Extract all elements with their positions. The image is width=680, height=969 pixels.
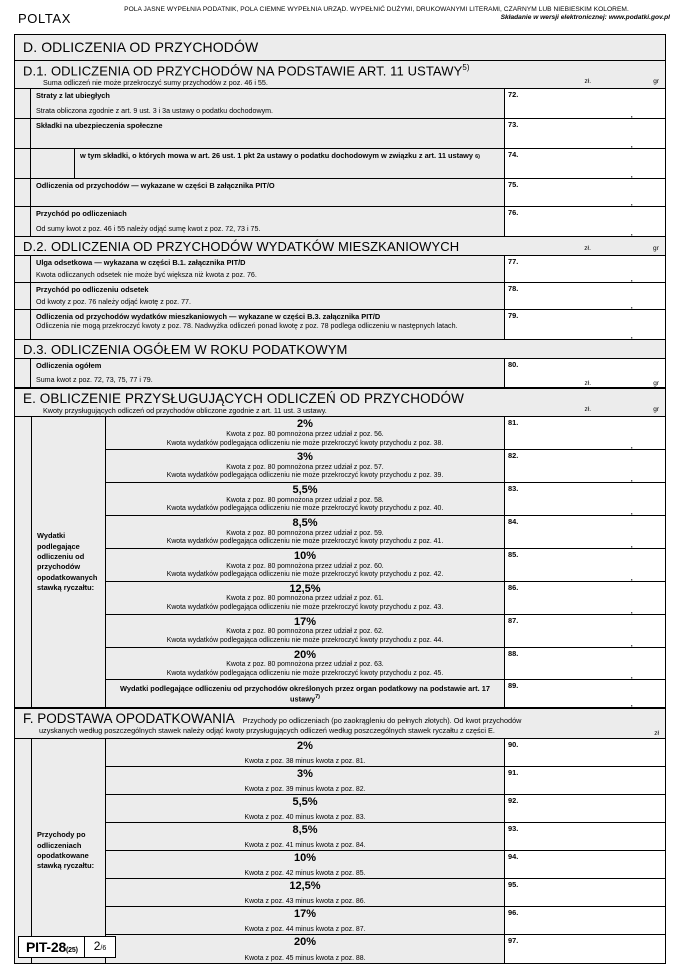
- field-number: 74.: [508, 150, 519, 160]
- rate-label: 20%: [293, 935, 317, 948]
- table-row: [106, 549, 665, 582]
- row-gutter: [15, 207, 31, 236]
- decimal-comma: ,: [630, 670, 633, 681]
- section-d2-title-text: D.2. ODLICZENIA OD PRZYCHODÓW WYDATKÓW MIESZKANIOWYCH: [23, 239, 460, 255]
- row-label-cell: [31, 119, 505, 148]
- row-label: [80, 151, 500, 161]
- amount-field[interactable]: [505, 795, 665, 822]
- amount-field[interactable]: [505, 935, 665, 963]
- amount-field[interactable]: [505, 310, 665, 339]
- section-d1-bar: [15, 61, 665, 89]
- section-d2-title: [15, 239, 665, 254]
- unit-gr-label: gr: [653, 245, 659, 253]
- row-description: [106, 879, 505, 906]
- field-number: 91.: [508, 767, 519, 777]
- row-label: [108, 681, 502, 704]
- row-gutter: [15, 310, 31, 339]
- section-e-bar: [15, 388, 665, 417]
- rate-label: 5,5%: [292, 484, 318, 497]
- amount-field[interactable]: [505, 207, 665, 236]
- amount-field[interactable]: [505, 119, 665, 148]
- field-number: 90.: [508, 739, 519, 749]
- table-gutter: [15, 417, 31, 707]
- rate-label: 12,5%: [289, 582, 321, 595]
- page-total: /6: [100, 945, 107, 952]
- decimal-comma: ,: [630, 506, 633, 516]
- decimal-comma: ,: [630, 698, 633, 709]
- decimal-comma: ,: [630, 440, 633, 451]
- field-number: 76.: [508, 208, 519, 218]
- row-description: [106, 935, 505, 963]
- row-description: [106, 516, 505, 548]
- section-e-rows: [106, 417, 665, 707]
- units-header-d3: [505, 380, 665, 387]
- row-label-cell: [31, 179, 505, 206]
- row-label-text: Wydatki podlegające odliczeniu od przychodów określonych przez organ podatkowy na podstawie art. 17 ustawy: [120, 684, 490, 704]
- row-description: [106, 549, 505, 581]
- row-note: Odliczenia nie mogą przekroczyć kwoty z poz. 78. Nadwyżka odliczeń ponad kwotę z poz. 78 podlega odliczeniu w następnych latach.: [36, 321, 458, 330]
- field-number: 87.: [508, 615, 519, 625]
- table-row: [15, 119, 665, 149]
- form-code: [19, 937, 85, 957]
- units-header-e: [505, 406, 665, 413]
- field-number: 88.: [508, 648, 519, 658]
- row-label: Przychód po odliczeniach: [36, 209, 127, 219]
- field-number: 94.: [508, 851, 519, 861]
- form-version: (25): [66, 947, 78, 954]
- row-description: [106, 851, 505, 878]
- row-note: Kwota z poz. 44 minus kwota z poz. 87.: [244, 925, 366, 933]
- row-note-1: Kwota z poz. 80 pomnożona przez udział z poz. 58.: [226, 496, 384, 504]
- field-number: 80.: [508, 360, 519, 370]
- poltax-logo: POLTAX: [18, 11, 71, 26]
- row-label: Przychód po odliczeniu odsetek: [36, 285, 149, 295]
- table-row: [106, 582, 665, 615]
- decimal-comma: ,: [630, 473, 633, 484]
- row-note-1: Kwota z poz. 80 pomnożona przez udział z poz. 59.: [226, 529, 384, 537]
- row-gutter: [15, 359, 31, 387]
- table-row: [106, 648, 665, 681]
- row-note: Kwota z poz. 41 minus kwota z poz. 84.: [244, 841, 366, 849]
- unit-zl-label: zł.: [584, 245, 591, 253]
- amount-field[interactable]: [505, 256, 665, 282]
- row-note: Od kwoty z poz. 76 należy odjąć kwotę z poz. 77.: [36, 298, 191, 307]
- section-f-bar: [15, 708, 665, 738]
- row-note: Kwota z poz. 39 minus kwota z poz. 82.: [244, 785, 366, 793]
- amount-field[interactable]: [505, 582, 665, 614]
- row-description: [106, 483, 505, 515]
- table-row: [106, 879, 665, 907]
- section-f-desc-1: Przychody po odliczeniach (po zaokrągleniu do pełnych złotych). Od kwot przychodów: [242, 716, 522, 726]
- amount-field[interactable]: [505, 739, 665, 766]
- unit-gr-label: gr: [653, 78, 659, 86]
- row-note: Kwota z poz. 42 minus kwota z poz. 85.: [244, 869, 366, 877]
- row-gutter: [15, 89, 31, 118]
- row-note: Kwota z poz. 43 minus kwota z poz. 86.: [244, 897, 366, 905]
- rate-label: 20%: [293, 648, 317, 661]
- row-footnote-ref: 6): [475, 154, 480, 161]
- decimal-comma: ,: [630, 197, 633, 208]
- row-gutter: [15, 256, 31, 282]
- amount-field[interactable]: [505, 680, 665, 707]
- decimal-comma: ,: [630, 604, 633, 615]
- row-note-1: Kwota z poz. 80 pomnożona przez udział z poz. 57.: [226, 463, 384, 471]
- amount-field[interactable]: [505, 516, 665, 548]
- amount-field[interactable]: [505, 417, 665, 449]
- row-note: Od sumy kwot z poz. 46 i 55 należy odjąć sumę kwot z poz. 72, 73 i 75.: [36, 225, 261, 234]
- row-label-cell: [31, 283, 505, 309]
- field-number: 86.: [508, 582, 519, 592]
- field-number: 89.: [508, 681, 519, 691]
- rate-label: 3%: [297, 767, 313, 780]
- section-d1-title: [15, 63, 665, 78]
- field-number: 85.: [508, 549, 519, 559]
- section-d3-bar: [15, 340, 665, 359]
- table-row: [106, 483, 665, 516]
- rate-label: 3%: [297, 451, 313, 464]
- section-d3-title: D.3. ODLICZENIA OGÓŁEM W ROKU PODATKOWYM: [23, 342, 348, 358]
- decimal-comma: ,: [630, 139, 633, 150]
- decimal-comma: ,: [630, 571, 633, 582]
- rate-label: 17%: [293, 615, 317, 628]
- rate-label: 8,5%: [292, 823, 318, 836]
- section-f-row-label: Przychody po odliczeniach opodatkowane stawką ryczałtu:: [31, 739, 106, 963]
- field-number: 83.: [508, 484, 519, 494]
- rate-label: 10%: [293, 851, 317, 864]
- row-label-cell: [75, 149, 505, 178]
- decimal-comma: ,: [630, 538, 633, 549]
- row-label-cell: [31, 89, 505, 118]
- amount-field[interactable]: [505, 450, 665, 482]
- row-label: Odliczenia od przychodów wydatków mieszkaniowych — wykazane w części B.3. załącznika PIT/D: [36, 312, 381, 322]
- row-note-2: Kwota wydatków podlegająca odliczeniu nie może przekroczyć kwoty przychodu z poz. 38.: [166, 439, 444, 447]
- amount-field[interactable]: [505, 549, 665, 581]
- amount-field[interactable]: [505, 149, 665, 178]
- row-description: [106, 582, 505, 614]
- table-row: [15, 310, 665, 340]
- table-row: [15, 256, 665, 283]
- section-f-header: [23, 711, 659, 726]
- row-gutter: [15, 119, 31, 148]
- decimal-comma: ,: [630, 227, 633, 238]
- row-gutter: [15, 283, 31, 309]
- amount-field[interactable]: [505, 483, 665, 515]
- row-note-2: Kwota wydatków podlegająca odliczeniu nie może przekroczyć kwoty przychodu z poz. 44.: [166, 636, 444, 644]
- row-label-text: w tym składki, o których mowa w art. 26 ust. 1 pkt 2a ustawy o podatku dochodowym w związku z art. 11 ustawy: [80, 151, 474, 161]
- row-note-2: Kwota wydatków podlegająca odliczeniu nie może przekroczyć kwoty przychodu z poz. 45.: [166, 669, 444, 677]
- amount-field[interactable]: [505, 767, 665, 794]
- table-row: [106, 907, 665, 935]
- row-note: Kwota z poz. 45 minus kwota z poz. 88.: [244, 954, 366, 962]
- section-e-row-label: Wydatki podlegające odliczeniu od przychodów opodatkowanych stawką ryczałtu:: [31, 417, 106, 707]
- row-gutter: [15, 149, 31, 178]
- row-gutter: [15, 179, 31, 206]
- decimal-comma: ,: [630, 109, 633, 120]
- rate-label: 5,5%: [292, 795, 318, 808]
- table-row: [106, 823, 665, 851]
- field-number: 82.: [508, 451, 519, 461]
- table-row: [106, 851, 665, 879]
- section-f-title: F. PODSTAWA OPODATKOWANIA: [23, 711, 235, 727]
- amount-field[interactable]: [505, 615, 665, 647]
- table-row: [106, 680, 665, 707]
- row-description: [106, 417, 505, 449]
- section-f-table: [15, 739, 665, 963]
- row-note-2: Kwota wydatków podlegająca odliczeniu nie może przekroczyć kwoty przychodu z poz. 39.: [166, 472, 444, 480]
- field-number: 72.: [508, 90, 519, 100]
- row-description: [106, 615, 505, 647]
- rate-label: 12,5%: [289, 879, 321, 892]
- table-row: [15, 179, 665, 207]
- field-number: 92.: [508, 795, 519, 805]
- form-instructions: [71, 6, 672, 22]
- row-note-1: Kwota z poz. 80 pomnożona przez udział z poz. 62.: [226, 628, 384, 636]
- unit-gr-label: gr: [653, 406, 659, 414]
- section-e-table: [15, 417, 665, 708]
- table-row: [15, 89, 665, 119]
- unit-gr-label: gr: [653, 380, 659, 388]
- row-label-cell: [31, 256, 505, 282]
- field-number: 78.: [508, 284, 519, 294]
- row-note: Kwota odliczanych odsetek nie może być większa niż kwota z poz. 76.: [36, 271, 257, 280]
- table-row: [106, 795, 665, 823]
- table-row: [15, 149, 665, 179]
- section-d2-bar: [15, 237, 665, 256]
- row-note-2: Kwota wydatków podlegająca odliczeniu nie może przekroczyć kwoty przychodu z poz. 42.: [166, 571, 444, 579]
- row-note-1: Kwota z poz. 80 pomnożona przez udział z poz. 60.: [226, 562, 384, 570]
- row-description: [106, 795, 505, 822]
- field-number: 93.: [508, 823, 519, 833]
- table-row: [106, 935, 665, 963]
- units-header-d1: [505, 78, 665, 85]
- unit-zl-label: zł.: [584, 78, 591, 86]
- table-row: [15, 283, 665, 310]
- rate-label: 8,5%: [292, 517, 318, 529]
- row-note-1: Kwota z poz. 80 pomnożona przez udział z poz. 63.: [226, 661, 384, 669]
- table-row: [106, 417, 665, 450]
- amount-field[interactable]: [505, 648, 665, 680]
- amount-field[interactable]: [505, 879, 665, 906]
- form-code-text: PIT-28: [26, 939, 67, 955]
- decimal-comma: ,: [630, 300, 633, 311]
- row-description: [106, 680, 505, 707]
- row-note-1: Kwota z poz. 80 pomnożona przez udział z poz. 61.: [226, 595, 384, 603]
- row-label: Odliczenia od przychodów — wykazane w części B załącznika PIT/O: [36, 181, 275, 191]
- row-label: Składki na ubezpieczenia społeczne: [36, 121, 163, 131]
- row-description: [106, 767, 505, 794]
- page-header: [0, 0, 680, 34]
- field-number: 73.: [508, 120, 519, 130]
- rate-label: 10%: [293, 549, 317, 562]
- rate-label: 2%: [297, 739, 313, 752]
- field-number: 97.: [508, 935, 519, 945]
- section-e-subtitle: [15, 406, 665, 415]
- field-number: 75.: [508, 180, 519, 190]
- amount-field[interactable]: [505, 283, 665, 309]
- amount-field[interactable]: [505, 359, 665, 387]
- decimal-comma: ,: [630, 637, 633, 648]
- amount-field[interactable]: [505, 907, 665, 934]
- rate-label: 17%: [293, 907, 317, 920]
- row-note-2: Kwota wydatków podlegająca odliczeniu nie może przekroczyć kwoty przychodu z poz. 40.: [166, 505, 444, 513]
- row-indent-gutter: [31, 149, 75, 178]
- decimal-comma: ,: [630, 273, 633, 284]
- table-gutter: [15, 739, 31, 963]
- table-row: [15, 207, 665, 237]
- decimal-comma: ,: [630, 169, 633, 180]
- units-header-d2: [505, 245, 665, 252]
- amount-field[interactable]: [505, 179, 665, 206]
- section-f-rows: [106, 739, 665, 963]
- instruction-line-2: Składanie w wersji elektronicznej: www.podatki.gov.pl: [500, 14, 670, 22]
- field-number: 96.: [508, 907, 519, 917]
- section-d-bar: [15, 35, 665, 61]
- page-footer: [18, 936, 116, 958]
- amount-field[interactable]: [505, 823, 665, 850]
- rate-label: 2%: [297, 418, 313, 431]
- row-description: [106, 907, 505, 934]
- field-number: 81.: [508, 418, 519, 428]
- unit-zl-label: zł: [654, 729, 659, 737]
- row-label: Ulga odsetkowa — wykazana w części B.1. załącznika PIT/D: [36, 258, 246, 268]
- row-note: Suma kwot z poz. 72, 73, 75, 77 i 79.: [36, 376, 153, 385]
- amount-field[interactable]: [505, 851, 665, 878]
- page-number: 2: [93, 939, 101, 953]
- row-description: [106, 823, 505, 850]
- tax-form-body: [14, 34, 666, 964]
- row-note-2: Kwota wydatków podlegająca odliczeniu nie może przekroczyć kwoty przychodu z poz. 41.: [166, 538, 444, 546]
- section-d1-subtitle-text: Suma odliczeń nie może przekroczyć sumy przychodów z poz. 46 i 55.: [43, 78, 268, 88]
- row-description: [106, 450, 505, 482]
- section-d-title: D. ODLICZENIA OD PRZYCHODÓW: [23, 39, 259, 55]
- table-row: [106, 739, 665, 767]
- section-e-title: E. OBLICZENIE PRZYSŁUGUJĄCYCH ODLICZEŃ OD PRZYCHODÓW: [23, 391, 465, 407]
- unit-zl-label: zł.: [584, 380, 591, 388]
- row-description: [106, 739, 505, 766]
- field-number: 77.: [508, 257, 519, 267]
- field-number: 79.: [508, 311, 519, 321]
- field-number: 84.: [508, 517, 519, 526]
- table-row: [106, 516, 665, 549]
- unit-zl-label: zł.: [584, 406, 591, 414]
- row-footnote-ref: 7): [315, 694, 320, 701]
- section-f-desc-2: uzyskanych według poszczególnych stawek należy odjąć kwoty przysługujących odliczeń według poszczególnych stawek ryczałtu z części E.: [39, 726, 495, 736]
- table-row: [106, 450, 665, 483]
- table-row: [15, 359, 665, 388]
- row-note: Kwota z poz. 40 minus kwota z poz. 83.: [244, 813, 366, 821]
- section-d1-subtitle: [15, 78, 665, 87]
- section-e-subtitle-text: Kwoty przysługujących odliczeń od przychodów obliczone zgodnie z art. 11 ust. 3 ustawy.: [43, 406, 327, 416]
- row-note-1: Kwota z poz. 80 pomnożona przez udział z poz. 56.: [226, 430, 384, 438]
- row-note: Strata obliczona zgodnie z art. 9 ust. 3 i 3a ustawy o podatku dochodowym.: [36, 107, 273, 116]
- page-indicator: [85, 937, 116, 957]
- section-d1-title-text: D.1. ODLICZENIA OD PRZYCHODÓW NA PODSTAWIE ART. 11 USTAWY: [23, 63, 463, 79]
- row-note-2: Kwota wydatków podlegająca odliczeniu nie może przekroczyć kwoty przychodu z poz. 43.: [166, 604, 444, 612]
- row-label-cell: [31, 207, 505, 236]
- instruction-line-1: POLA JASNE WYPEŁNIA PODATNIK, POLA CIEMNE WYPEŁNIA URZĄD. WYPEŁNIĆ DUŻYMI, DRUKOWANYMI LITERAMI, CZARNYM LUB NIEBIESKIM KOLOREM.: [124, 6, 629, 13]
- row-description: [106, 648, 505, 680]
- table-row: [106, 615, 665, 648]
- row-label: Straty z lat ubiegłych: [36, 91, 110, 101]
- amount-field[interactable]: [505, 89, 665, 118]
- row-note: Kwota z poz. 38 minus kwota z poz. 81.: [244, 757, 366, 765]
- row-label-cell: [31, 359, 505, 387]
- row-label-cell: [31, 310, 505, 339]
- row-label: Odliczenia ogółem: [36, 361, 102, 371]
- decimal-comma: ,: [630, 330, 633, 341]
- table-row: [106, 767, 665, 795]
- section-d1-footnote-ref: 5): [462, 63, 470, 72]
- field-number: 95.: [508, 879, 519, 889]
